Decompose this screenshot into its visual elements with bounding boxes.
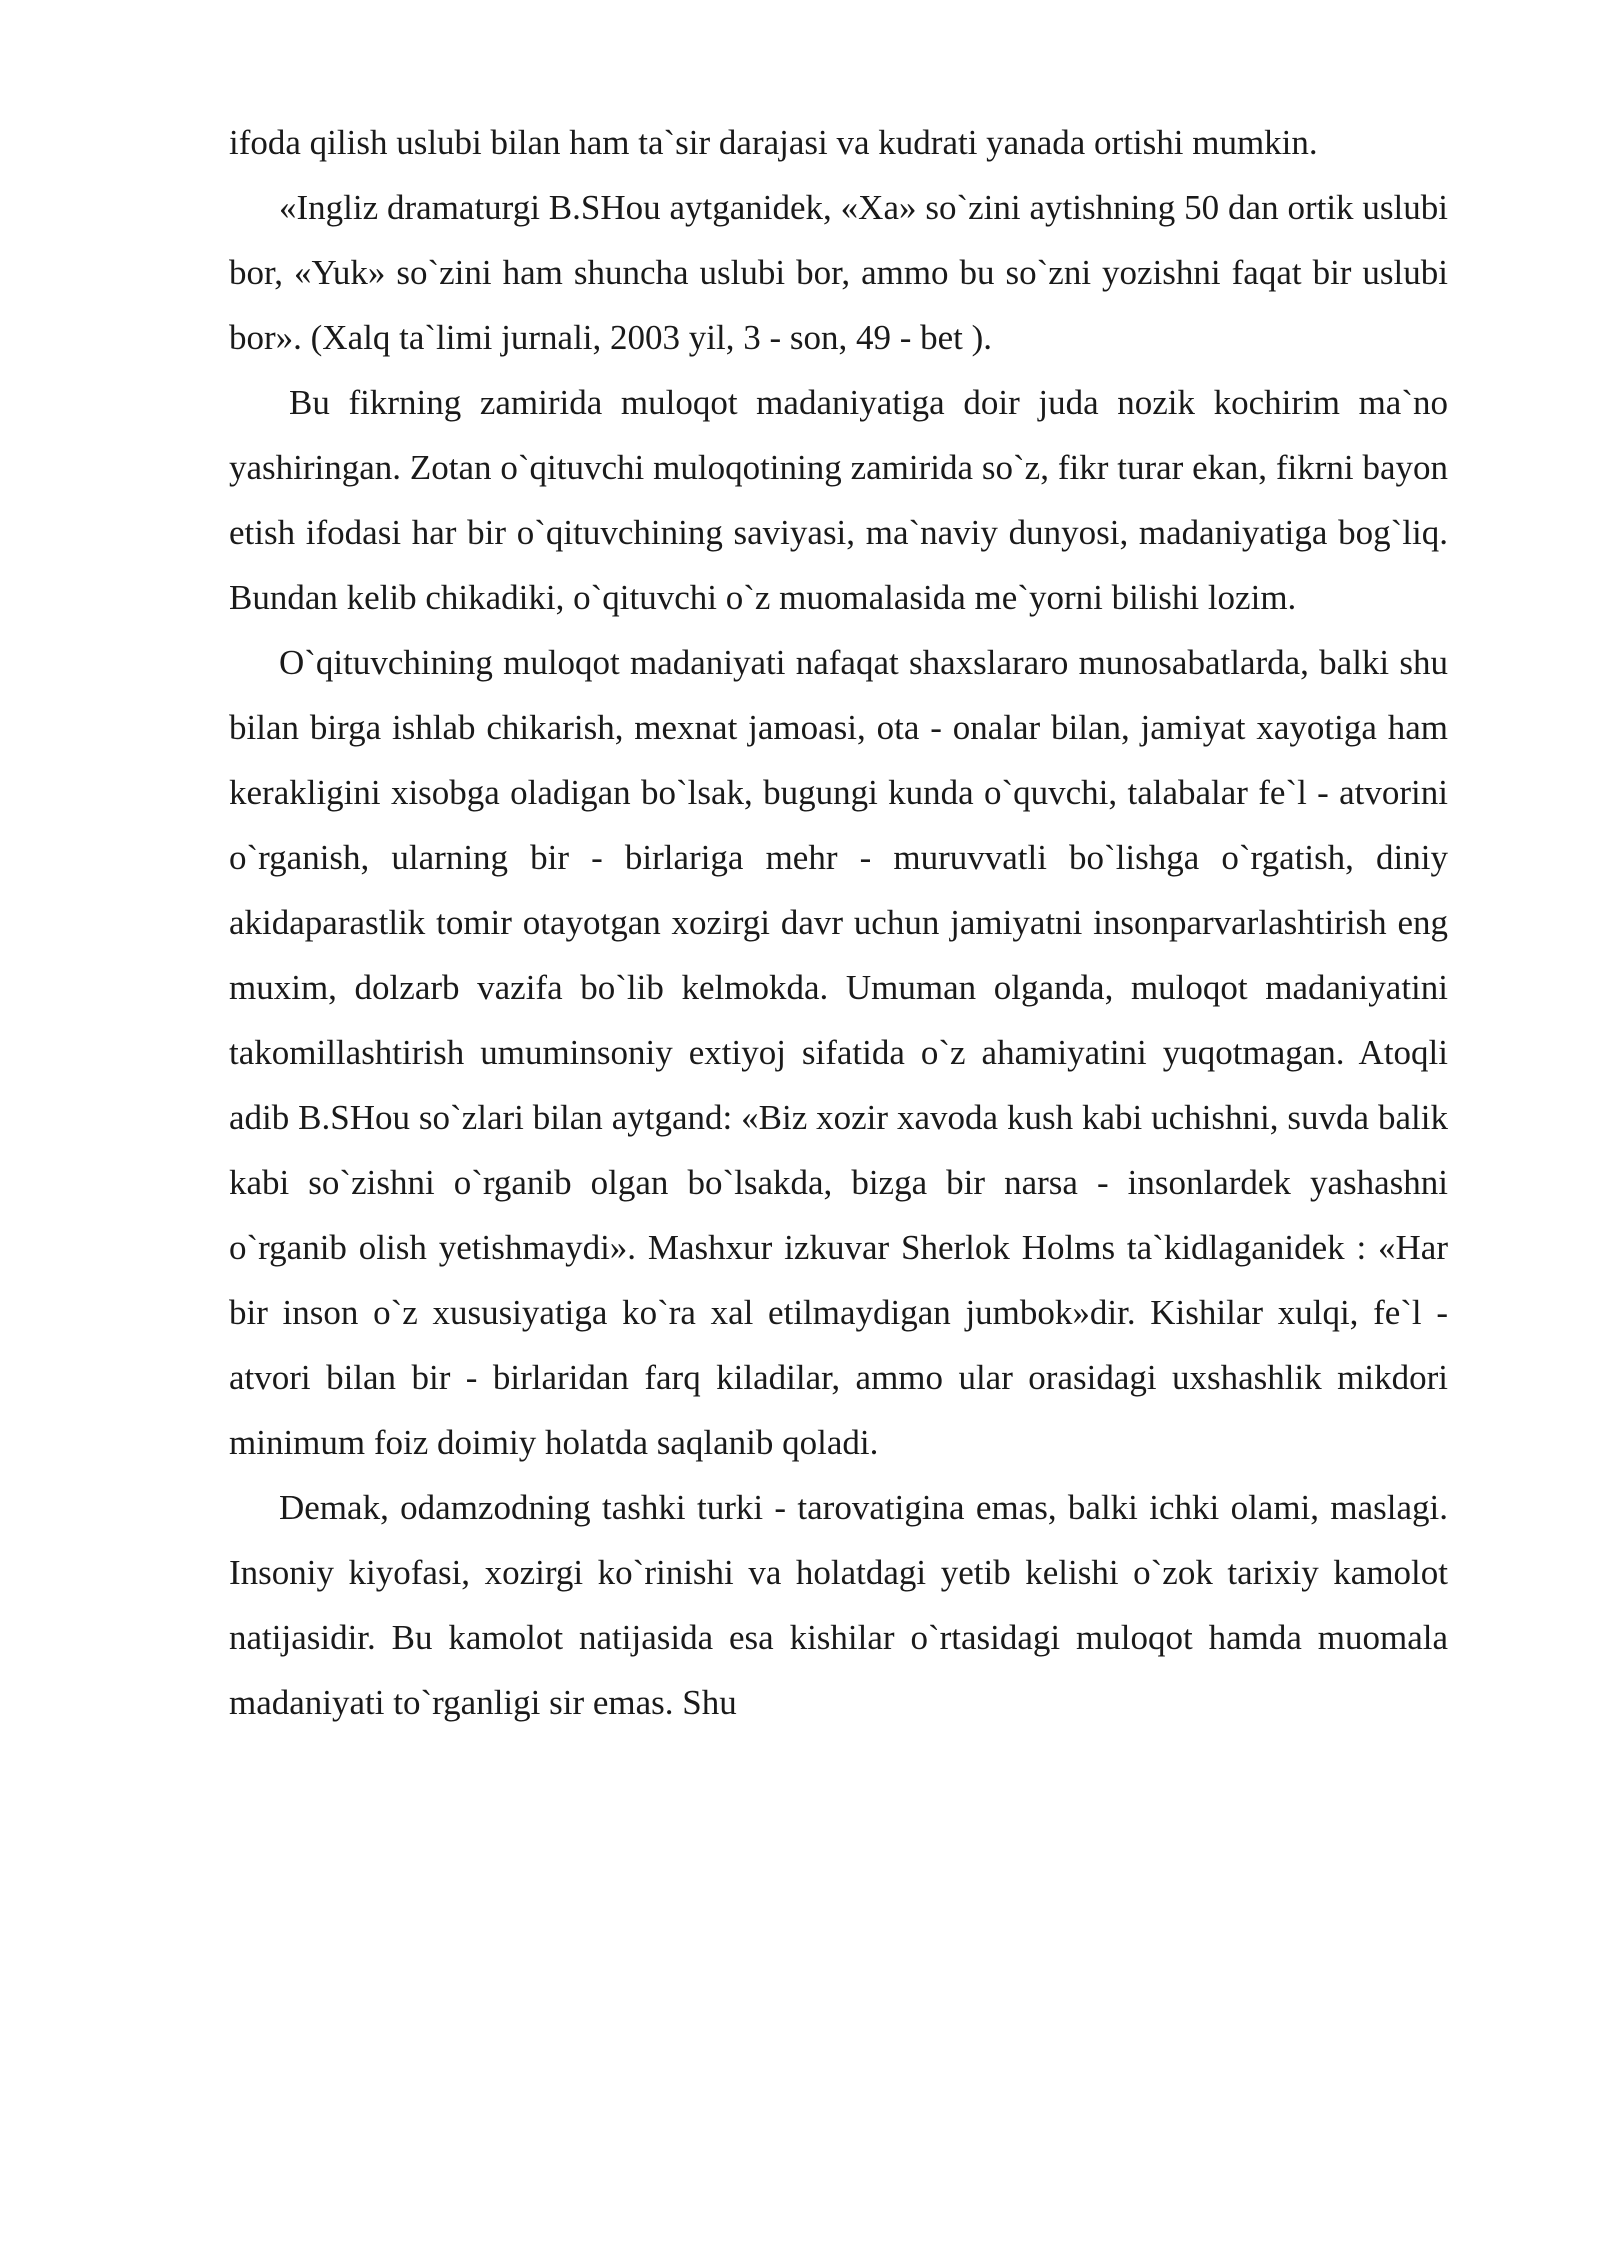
paragraph-5: Demak, odamzodning tashki turki - tarovatigina emas, balki ichki olami, maslagi. Insoniy kiyofasi, xozirgi ko`rinishi va holatdagi yetib kelishi o`zok tarixiy kamolot natijasidir. Bu kamolot natijasida esa kishilar o`rtasidagi muloqot hamda muomala madaniyati to`rganligi sir emas. Shu (229, 1488, 1448, 1722)
document-body (229, 110, 1448, 1735)
paragraph-1: ifoda qilish uslubi bilan ham ta`sir darajasi va kudrati yanada ortishi mumkin. (229, 123, 1318, 162)
paragraph-4: O`qituvchining muloqot madaniyati nafaqat shaxslararo munosabatlarda, balki shu bilan birga ishlab chikarish, mexnat jamoasi, ota - onalar bilan, jamiyat xayotiga ham kerakligini xisobga oladigan bo`lsak, bugungi kunda o`quvchi, talabalar fe`l - atvorini o`rganish, ularning bir - birlariga mehr - muruvvatli bo`lishga o`rgatish, diniy akidaparastlik tomir otayotgan xozirgi davr uchun jamiyatni insonparvarlashtirish eng muxim, dolzarb vazifa bo`lib kelmokda. Umuman olganda, muloqot madaniyatini takomillashtirish umuminsoniy extiyoj sifatida o`z ahamiyatini yuqotmagan. Atoqli adib B.SHou so`zlari bilan aytgand: «Biz xozir xavoda kush kabi uchishni, suvda balik kabi so`zishni o`rganib olgan bo`lsakda, bizga bir narsa - insonlardek yashashni o`rganib olish yetishmaydi». Mashxur izkuvar Sherlok Holms ta`kidlaganidek : «Har bir inson o`z xususiyatiga ko`ra xal etilmaydigan jumbok»dir. Kishilar xulqi, fe`l - atvori bilan bir - birlaridan farq kiladilar, ammo ular orasidagi uxshashlik mikdori minimum foiz doimiy holatda saqlanib qoladi. (229, 643, 1448, 1462)
paragraph-3: Bu fikrning zamirida muloqot madaniyatiga doir juda nozik kochirim ma`no yashiringan. Zotan o`qituvchi muloqotining zamirida so`z, fikr turar ekan, fikrni bayon etish ifodasi har bir o`qituvchining saviyasi, ma`naviy dunyosi, madaniyatiga bog`liq. Bundan kelib chikadiki, o`qituvchi o`z muomalasida me`yorni bilishi lozim. (229, 383, 1448, 617)
paragraph-2: «Ingliz dramaturgi B.SHou aytganidek, «Xa» so`zini aytishning 50 dan ortik uslubi bor, «Yuk» so`zini ham shuncha uslubi bor, ammo bu so`zni yozishni faqat bir uslubi bor». (Xalq ta`limi jurnali, 2003 yil, 3 - son, 49 - bet ). (229, 188, 1448, 357)
